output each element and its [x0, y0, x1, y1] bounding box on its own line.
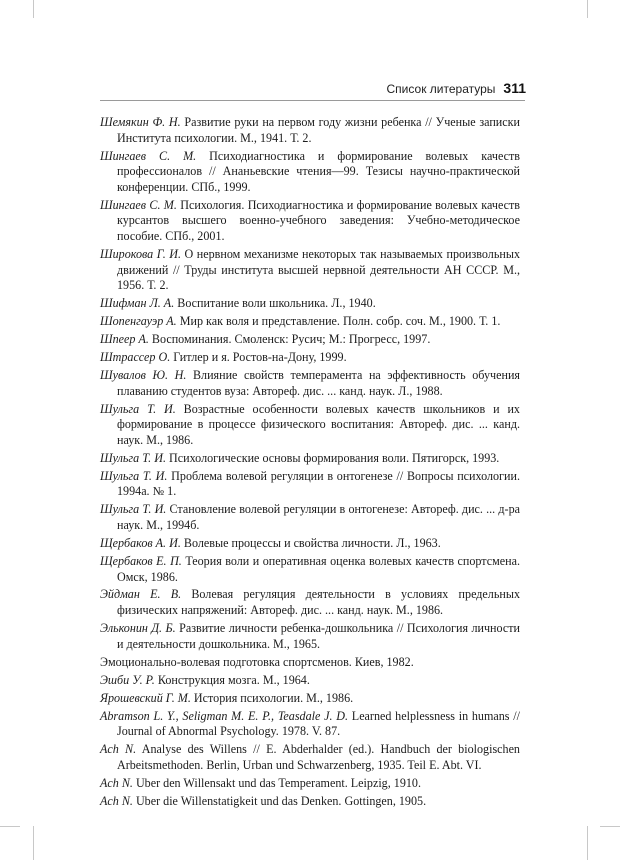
reference-text: Проблема волевой регуляции в онтогенезе // Вопросы психологии. 1994а. № 1. — [117, 468, 520, 499]
reference-text: Воспоминания. Смоленск: Русич; М.: Прогресс, 1997. — [148, 332, 431, 347]
reference-text: Психология. Психодиагностика и формирование волевых качеств курсантов высшего военно-учебного заведения: Учебно-методическое пособие. СПб., 2001. — [117, 197, 520, 243]
reference-author: Abramson L. Y., Seligman M. E. P., Teasdale J. D. — [100, 708, 349, 723]
reference-author: Эйдман Е. В. — [100, 587, 182, 602]
reference-entry — [100, 296, 520, 312]
reference-entry — [100, 451, 520, 467]
reference-author: Шульга Т. И. — [100, 502, 167, 517]
reference-entry — [100, 776, 520, 792]
reference-list — [100, 115, 520, 812]
reference-entry — [100, 673, 520, 689]
reference-author: Шопенгауэр А. — [100, 314, 177, 329]
reference-text: Теория воли и оперативная оценка волевых качеств спортсмена. Омск, 1986. — [117, 553, 520, 584]
reference-text: Волевая регуляция деятельности в условиях предельных физических напряжений: Автореф. дис. ... канд. наук. М., 1986. — [117, 587, 520, 618]
reference-author: Шемякин Ф. Н. — [100, 115, 181, 129]
reference-entry — [100, 655, 520, 671]
reference-author: Шульга Т. И. — [100, 450, 166, 465]
reference-text: Гитлер и я. Ростов-на-Дону, 1999. — [170, 350, 347, 365]
crop-mark — [0, 826, 20, 827]
reference-text: Uber die Willenstatigkeit und das Denken. Gottingen, 1905. — [132, 793, 427, 808]
reference-author: Шпеер А. — [100, 332, 149, 347]
reference-author: Ярошевский Г. М. — [100, 690, 191, 705]
reference-entry — [100, 502, 520, 533]
page-number: 311 — [503, 80, 526, 96]
crop-mark — [33, 0, 34, 18]
header-rule — [100, 100, 525, 101]
reference-entry — [100, 794, 520, 810]
reference-entry — [100, 709, 520, 740]
reference-entry — [100, 742, 520, 773]
reference-author: Эшби У. Р. — [100, 672, 155, 687]
reference-author: Щербаков Е. П. — [100, 553, 182, 568]
reference-text: Волевые процессы и свойства личности. Л., 1963. — [180, 535, 441, 550]
reference-author: Шингаев С. М. — [100, 148, 197, 163]
crop-mark — [587, 0, 588, 18]
reference-text: Конструкция мозга. М., 1964. — [154, 672, 310, 687]
reference-text: Психологические основы формирования воли. Пятигорск, 1993. — [166, 450, 500, 465]
reference-author: Ach N. — [100, 775, 133, 790]
reference-text: Эмоционально-волевая подготовка спортсменов. Киев, 1982. — [100, 654, 414, 669]
reference-text: Learned helplessness in humans // Journal of Abnormal Psychology. 1978. V. 87. — [117, 708, 520, 739]
reference-text: Развитие руки на первом году жизни ребенка // Ученые записки Института психологии. М., 1941. Т. 2. — [117, 115, 520, 145]
reference-entry — [100, 554, 520, 585]
reference-text: История психологии. М., 1986. — [190, 690, 354, 705]
reference-entry — [100, 198, 520, 245]
reference-text: Воспитание воли школьника. Л., 1940. — [174, 296, 376, 311]
reference-entry — [100, 314, 520, 330]
reference-text: Analyse des Willens // E. Abderhalder (ed.). Handbuch der biologischen Arbeitsmethoden. Berlin, Urban und Schwarzenberg, 1935. Teil E. Abt. VI. — [117, 742, 520, 772]
reference-entry — [100, 621, 520, 652]
running-head — [387, 80, 526, 96]
reference-author: Широкова Г. И. — [100, 246, 181, 261]
reference-entry — [100, 691, 520, 707]
reference-author: Шингаев С. М. — [100, 197, 177, 212]
reference-text: Психодиагностика и формирование волевых качеств профессионалов // Ананьевские чтения—99. Тезисы научно-практической конференции. СПб., 1999. — [117, 148, 520, 194]
crop-mark — [600, 826, 620, 827]
reference-text: Возрастные особенности волевых качеств школьников и их формирование в процессе физического воспитания: Автореф. дис. ... канд. наук. М., 1986. — [117, 401, 520, 447]
reference-text: Становление волевой регуляции в онтогенезе: Автореф. дис. ... д-ра наук. М., 1994б. — [117, 502, 520, 532]
reference-entry — [100, 332, 520, 348]
section-title: Список литературы — [386, 82, 496, 96]
reference-author: Ach N. — [100, 742, 137, 757]
reference-entry — [100, 149, 520, 196]
reference-entry — [100, 247, 520, 294]
reference-author: Штрассер О. — [100, 350, 171, 365]
reference-text: О нервном механизме некоторых так называемых произвольных движений // Труды института высшей нервной деятельности АН СССР. М., 1956. Т. 2. — [117, 246, 520, 293]
reference-entry — [100, 115, 520, 146]
reference-entry — [100, 536, 520, 552]
crop-mark — [33, 826, 34, 860]
reference-author: Ach N. — [100, 793, 133, 808]
reference-author: Шувалов Ю. Н. — [100, 368, 187, 383]
reference-entry — [100, 368, 520, 399]
reference-entry — [100, 587, 520, 618]
reference-author: Эльконин Д. Б. — [100, 621, 176, 636]
reference-entry — [100, 350, 520, 366]
reference-text: Развитие личности ребенка-дошкольника // Психология личности и деятельности дошкольника. М., 1965. — [117, 621, 520, 651]
reference-text: Uber den Willensakt und das Temperament. Leipzig, 1910. — [132, 775, 421, 790]
reference-author: Шульга Т. И. — [100, 401, 176, 416]
reference-author: Шифман Л. А. — [100, 296, 175, 311]
reference-text: Влияние свойств темперамента на эффективность обучения плаванию студентов вуза: Автореф. дис. ... канд. наук. Л., 1988. — [117, 368, 520, 398]
reference-author: Шульга Т. И. — [100, 468, 168, 483]
reference-entry — [100, 469, 520, 500]
reference-entry — [100, 402, 520, 449]
reference-text: Мир как воля и представление. Полн. собр. соч. М., 1900. Т. 1. — [176, 314, 501, 329]
reference-author: Щербаков А. И. — [100, 535, 181, 550]
crop-mark — [587, 826, 588, 860]
